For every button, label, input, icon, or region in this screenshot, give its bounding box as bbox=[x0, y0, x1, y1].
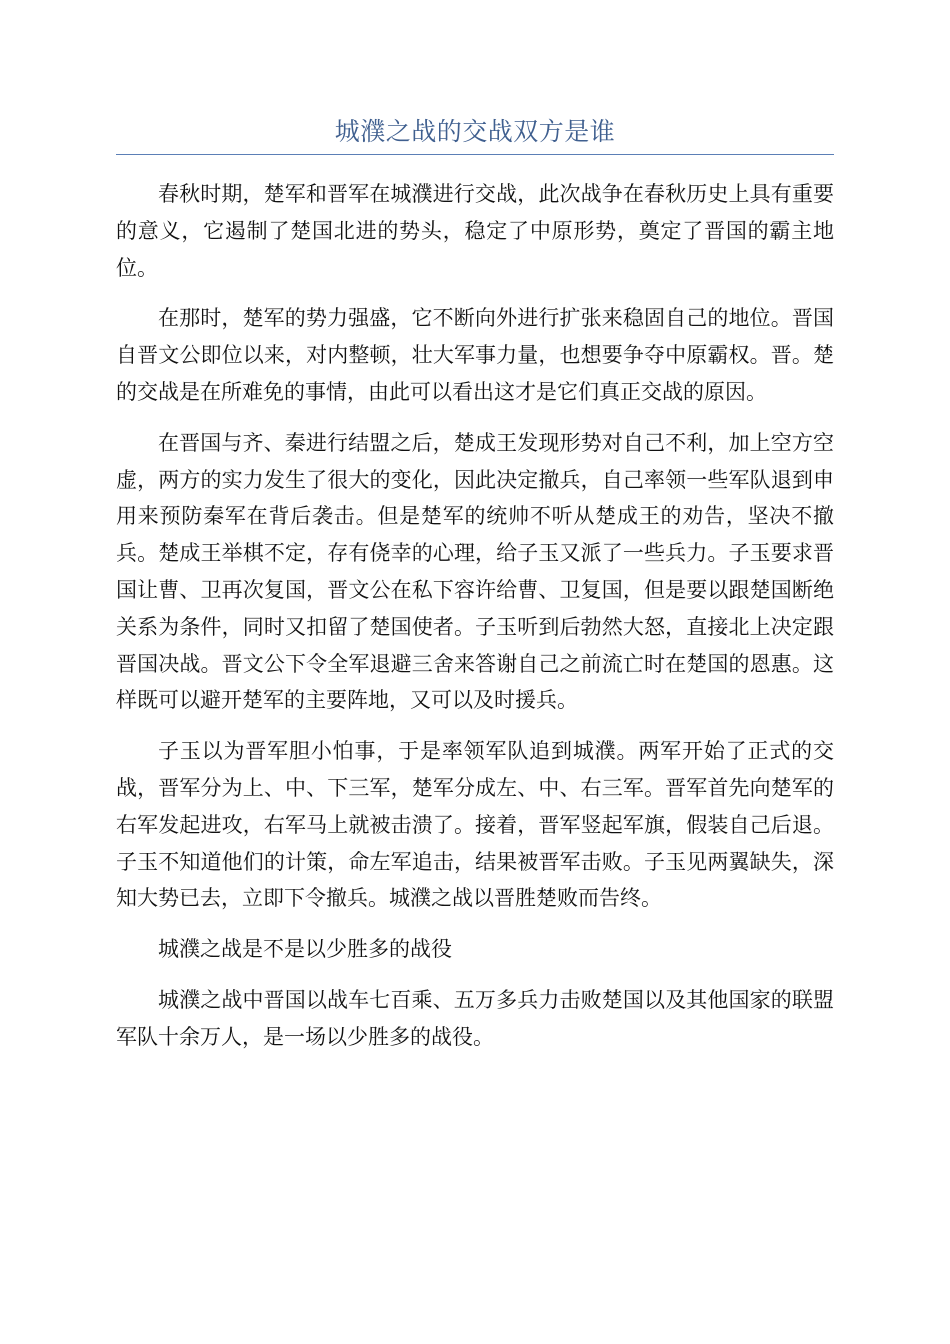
document-title: 城濮之战的交战双方是谁 bbox=[334, 117, 616, 146]
paragraph-battle: 子玉以为晋军胆小怕事，于是率领军队追到城濮。两军开始了正式的交战，晋军分为上、中、下三军，楚军分成左、中、右三军。晋军首先向楚军的右军发起进攻，右军马上就被击溃了。接着，晋军竖起军旗，假装自己后退。子玉不知道他们的计策，命左军追击，结果被晋军击败。子玉见两翼缺失，深知大势已去，立即下令撤兵。城濮之战以晋胜楚败而告终。 bbox=[116, 739, 834, 911]
paragraph-intro: 春秋时期，楚军和晋军在城濮进行交战，此次战争在春秋历史上具有重要的意义，它遏制了楚国北进的势头，稳定了中原形势，奠定了晋国的霸主地位。 bbox=[116, 182, 834, 280]
document-body bbox=[116, 176, 834, 1070]
title-underline bbox=[116, 154, 834, 155]
section-heading: 城濮之战是不是以少胜多的战役 bbox=[158, 937, 452, 962]
paragraph-conclusion: 城濮之战中晋国以战车七百乘、五万多兵力击败楚国以及其他国家的联盟军队十余万人，是一场以少胜多的战役。 bbox=[116, 987, 834, 1049]
paragraph-alliance: 在晋国与齐、秦进行结盟之后，楚成王发现形势对自己不利，加上空方空虚，两方的实力发生了很大的变化，因此决定撤兵，自己率领一些军队退到申用来预防秦军在背后袭击。但是楚军的统帅不听从楚成王的劝告，坚决不撤兵。楚成王举棋不定，存有侥幸的心理，给子玉又派了一些兵力。子玉要求晋国让曹、卫再次复国，晋文公在私下容许给曹、卫复国，但是要以跟楚国断绝关系为条件，同时又扣留了楚国使者。子玉听到后勃然大怒，直接北上决定跟晋国决战。晋文公下令全军退避三舍来答谢自己之前流亡时在楚国的恩惠。这样既可以避开楚军的主要阵地，又可以及时援兵。 bbox=[116, 430, 834, 713]
paragraph-background: 在那时，楚军的势力强盛，它不断向外进行扩张来稳固自己的地位。晋国自晋文公即位以来，对内整顿，壮大军事力量，也想要争夺中原霸权。晋。楚的交战是在所难免的事情，由此可以看出这才是它们真正交战的原因。 bbox=[116, 306, 834, 404]
